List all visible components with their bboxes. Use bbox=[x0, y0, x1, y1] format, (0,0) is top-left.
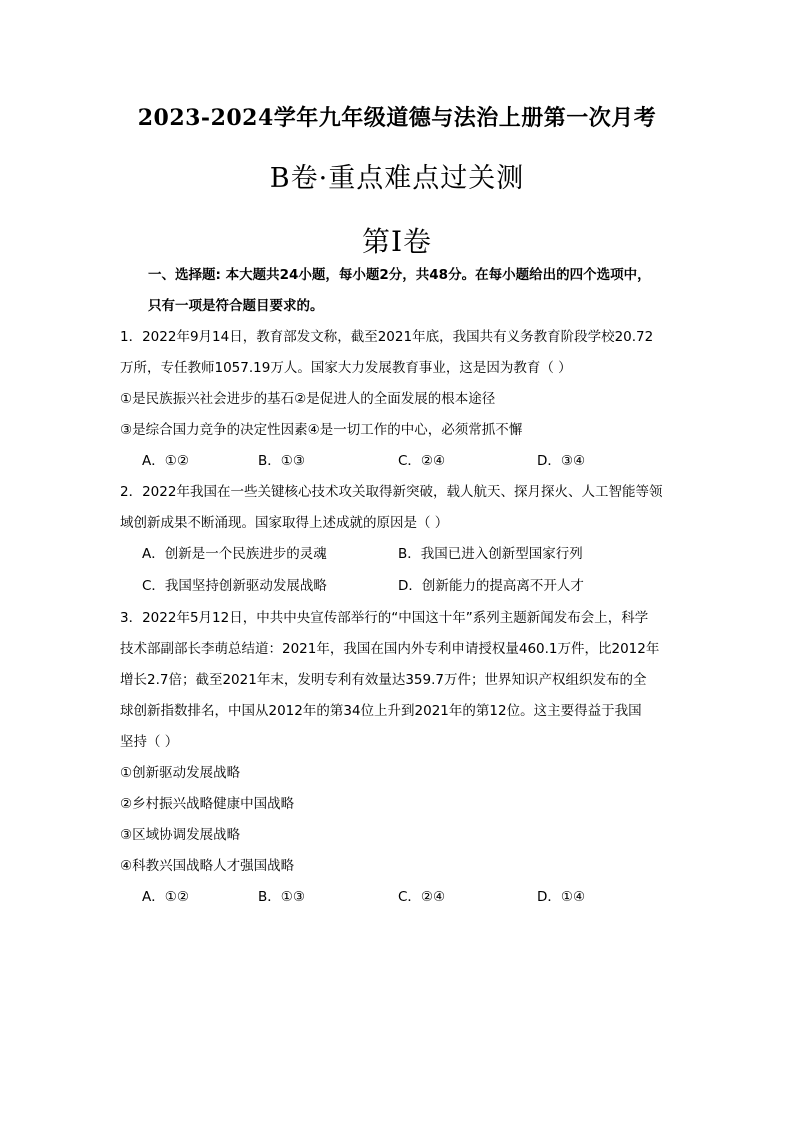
q3-statement-2: ②乡村振兴战略健康中国战略 bbox=[120, 796, 295, 812]
q1-option-c[interactable]: C．②④ bbox=[398, 453, 446, 469]
q1-line-3: ①是民族振兴社会进步的基石②是促进人的全面发展的根本途径 bbox=[120, 391, 496, 407]
q3-option-a[interactable]: A．①② bbox=[142, 889, 189, 905]
q3-line-5: 坚持（ ） bbox=[120, 734, 179, 750]
q1-line-1: 1．2022年9月14日，教育部发文称，截至2021年底，我国共有义务教育阶段学校20.72 bbox=[120, 329, 654, 345]
q3-statement-1: ①创新驱动发展战略 bbox=[120, 765, 241, 781]
instructions-line-1: 一、选择题: 本大题共24小题，每小题2分，共48分。在每小题给出的四个选项中， bbox=[148, 267, 651, 283]
exam-subtitle: B卷·重点难点过关测 bbox=[269, 163, 525, 194]
q3-statement-3: ③区域协调发展战略 bbox=[120, 827, 241, 843]
q3-line-2: 技术部副部长李萌总结道：2021年，我国在国内外专利申请授权量460.1万件，比2012年 bbox=[120, 641, 660, 657]
q1-line-4: ③是综合国力竞争的决定性因素④是一切工作的中心，必须常抓不懈 bbox=[120, 422, 523, 438]
q1-line-2: 万所，专任教师1057.19万人。国家大力发展教育事业，这是因为教育（ ） bbox=[120, 360, 572, 376]
section-title: 第Ⅰ卷 bbox=[361, 225, 433, 258]
q2-line-2: 域创新成果不断涌现。国家取得上述成就的原因是（ ） bbox=[120, 515, 449, 531]
q3-option-b[interactable]: B．①③ bbox=[258, 889, 305, 905]
q2-option-b[interactable]: B．我国已进入创新型国家行列 bbox=[398, 546, 583, 562]
exam-title: 2023-2024学年九年级道德与法治上册第一次月考 bbox=[137, 105, 657, 131]
q3-option-d[interactable]: D．①④ bbox=[537, 889, 586, 905]
q2-option-a[interactable]: A．创新是一个民族进步的灵魂 bbox=[142, 546, 327, 562]
q1-option-b[interactable]: B．①③ bbox=[258, 453, 305, 469]
q2-option-c[interactable]: C．我国坚持创新驱动发展战略 bbox=[142, 578, 327, 594]
q3-statement-4: ④科教兴国战略人才强国战略 bbox=[120, 858, 295, 874]
q2-option-d[interactable]: D．创新能力的提高离不开人才 bbox=[398, 578, 584, 594]
q3-option-c[interactable]: C．②④ bbox=[398, 889, 446, 905]
q3-line-3: 增长2.7倍；截至2021年末，发明专利有效量达359.7万件；世界知识产权组织发布的全 bbox=[120, 672, 647, 688]
q1-option-a[interactable]: A．①② bbox=[142, 453, 189, 469]
q3-line-4: 球创新指数排名，中国从2012年的第34位上升到2021年的第12位。这主要得益于我国 bbox=[120, 703, 642, 719]
q2-line-1: 2．2022年我国在一些关键核心技术攻关取得新突破，载人航天、探月探火、人工智能等领 bbox=[120, 484, 663, 500]
instructions-line-2: 只有一项是符合题目要求的。 bbox=[148, 298, 324, 314]
q1-option-d[interactable]: D．③④ bbox=[537, 453, 586, 469]
q3-line-1: 3．2022年5月12日，中共中央宣传部举行的“中国这十年”系列主题新闻发布会上，科学 bbox=[120, 610, 649, 626]
